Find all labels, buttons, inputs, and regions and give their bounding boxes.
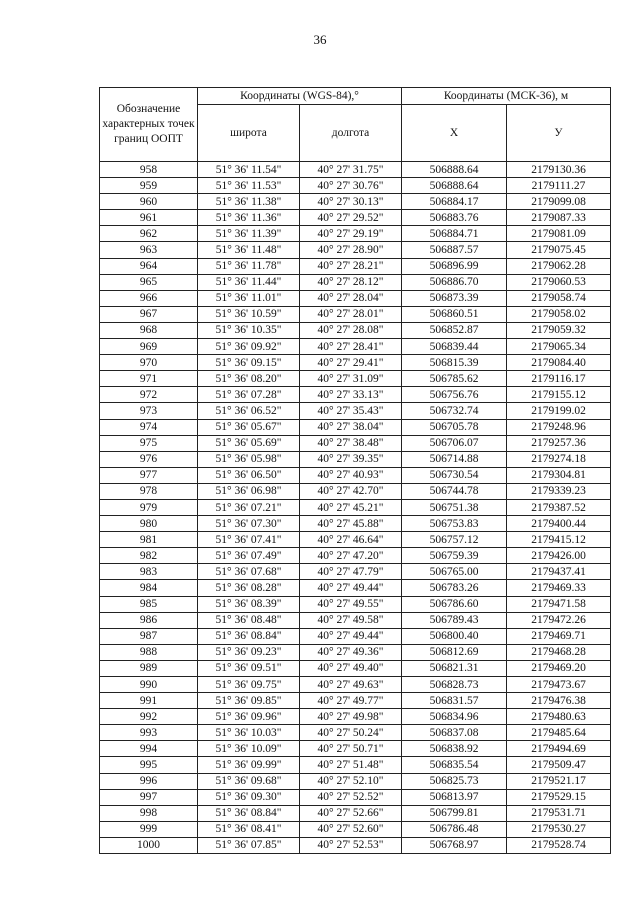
cell-y: 2179494.69	[507, 741, 611, 757]
cell-longitude: 40° 27' 47.20"	[300, 548, 402, 564]
cell-latitude: 51° 36' 11.01"	[198, 290, 300, 306]
cell-x: 506759.39	[402, 548, 507, 564]
cell-y: 2179521.17	[507, 773, 611, 789]
cell-latitude: 51° 36' 11.48"	[198, 242, 300, 258]
cell-latitude: 51° 36' 09.75"	[198, 677, 300, 693]
cell-latitude: 51° 36' 09.96"	[198, 709, 300, 725]
cell-point: 969	[100, 339, 198, 355]
cell-y: 2179509.47	[507, 757, 611, 773]
cell-y: 2179468.28	[507, 644, 611, 660]
cell-longitude: 40° 27' 29.19"	[300, 226, 402, 242]
cell-x: 506732.74	[402, 403, 507, 419]
cell-longitude: 40° 27' 30.76"	[300, 178, 402, 194]
cell-x: 506714.88	[402, 451, 507, 467]
cell-y: 2179116.17	[507, 371, 611, 387]
cell-y: 2179528.74	[507, 837, 611, 853]
cell-x: 506825.73	[402, 773, 507, 789]
cell-longitude: 40° 27' 33.13"	[300, 387, 402, 403]
cell-y: 2179531.71	[507, 805, 611, 821]
cell-x: 506834.96	[402, 709, 507, 725]
table-row	[100, 226, 611, 242]
table-row	[100, 306, 611, 322]
cell-latitude: 51° 36' 09.85"	[198, 693, 300, 709]
cell-point: 958	[100, 162, 198, 178]
cell-x: 506799.81	[402, 805, 507, 821]
cell-y: 2179058.74	[507, 290, 611, 306]
cell-x: 506768.97	[402, 837, 507, 853]
cell-y: 2179437.41	[507, 564, 611, 580]
cell-latitude: 51° 36' 11.54"	[198, 162, 300, 178]
cell-longitude: 40° 27' 35.43"	[300, 403, 402, 419]
cell-x: 506888.64	[402, 162, 507, 178]
cell-longitude: 40° 27' 40.93"	[300, 467, 402, 483]
table-row	[100, 821, 611, 837]
table-row	[100, 162, 611, 178]
cell-latitude: 51° 36' 09.51"	[198, 660, 300, 676]
cell-y: 2179473.67	[507, 677, 611, 693]
cell-longitude: 40° 27' 49.63"	[300, 677, 402, 693]
cell-latitude: 51° 36' 08.39"	[198, 596, 300, 612]
cell-y: 2179075.45	[507, 242, 611, 258]
cell-longitude: 40° 27' 29.52"	[300, 210, 402, 226]
cell-longitude: 40° 27' 28.21"	[300, 258, 402, 274]
cell-longitude: 40° 27' 45.88"	[300, 516, 402, 532]
table-row	[100, 194, 611, 210]
cell-latitude: 51° 36' 11.36"	[198, 210, 300, 226]
cell-point: 996	[100, 773, 198, 789]
cell-point: 961	[100, 210, 198, 226]
cell-latitude: 51° 36' 10.59"	[198, 306, 300, 322]
cell-latitude: 51° 36' 07.28"	[198, 387, 300, 403]
table-row	[100, 435, 611, 451]
table-row	[100, 387, 611, 403]
cell-point: 959	[100, 178, 198, 194]
cell-longitude: 40° 27' 52.60"	[300, 821, 402, 837]
cell-point: 970	[100, 355, 198, 371]
cell-x: 506789.43	[402, 612, 507, 628]
table-row	[100, 419, 611, 435]
cell-latitude: 51° 36' 11.39"	[198, 226, 300, 242]
cell-x: 506883.76	[402, 210, 507, 226]
cell-latitude: 51° 36' 10.03"	[198, 725, 300, 741]
cell-longitude: 40° 27' 50.71"	[300, 741, 402, 757]
cell-latitude: 51° 36' 06.98"	[198, 483, 300, 499]
cell-longitude: 40° 27' 47.79"	[300, 564, 402, 580]
cell-longitude: 40° 27' 49.36"	[300, 644, 402, 660]
cell-y: 2179062.28	[507, 258, 611, 274]
cell-point: 991	[100, 693, 198, 709]
cell-x: 506757.12	[402, 532, 507, 548]
cell-longitude: 40° 27' 31.75"	[300, 162, 402, 178]
header-msk36-group: Координаты (МСК-36), м	[402, 88, 611, 105]
cell-latitude: 51° 36' 08.84"	[198, 805, 300, 821]
cell-y: 2179480.63	[507, 709, 611, 725]
cell-point: 962	[100, 226, 198, 242]
cell-y: 2179530.27	[507, 821, 611, 837]
cell-y: 2179485.64	[507, 725, 611, 741]
cell-latitude: 51° 36' 08.48"	[198, 612, 300, 628]
cell-x: 506744.78	[402, 483, 507, 499]
table-row	[100, 725, 611, 741]
cell-y: 2179469.33	[507, 580, 611, 596]
table-row	[100, 548, 611, 564]
cell-point: 999	[100, 821, 198, 837]
table-row	[100, 580, 611, 596]
cell-point: 971	[100, 371, 198, 387]
cell-latitude: 51° 36' 09.30"	[198, 789, 300, 805]
cell-x: 506884.17	[402, 194, 507, 210]
cell-point: 980	[100, 516, 198, 532]
cell-y: 2179472.26	[507, 612, 611, 628]
cell-latitude: 51° 36' 09.92"	[198, 339, 300, 355]
cell-longitude: 40° 27' 49.58"	[300, 612, 402, 628]
table-row	[100, 709, 611, 725]
table-row	[100, 274, 611, 290]
cell-longitude: 40° 27' 30.13"	[300, 194, 402, 210]
cell-point: 986	[100, 612, 198, 628]
cell-y: 2179060.53	[507, 274, 611, 290]
cell-x: 506888.64	[402, 178, 507, 194]
cell-x: 506835.54	[402, 757, 507, 773]
cell-point: 982	[100, 548, 198, 564]
cell-point: 984	[100, 580, 198, 596]
cell-point: 995	[100, 757, 198, 773]
cell-x: 506852.87	[402, 322, 507, 338]
cell-point: 990	[100, 677, 198, 693]
cell-point: 983	[100, 564, 198, 580]
cell-x: 506837.08	[402, 725, 507, 741]
cell-x: 506800.40	[402, 628, 507, 644]
cell-y: 2179058.02	[507, 306, 611, 322]
cell-x: 506756.76	[402, 387, 507, 403]
cell-latitude: 51° 36' 09.68"	[198, 773, 300, 789]
cell-longitude: 40° 27' 42.70"	[300, 483, 402, 499]
cell-point: 977	[100, 467, 198, 483]
cell-x: 506896.99	[402, 258, 507, 274]
cell-longitude: 40° 27' 52.66"	[300, 805, 402, 821]
cell-x: 506873.39	[402, 290, 507, 306]
cell-point: 965	[100, 274, 198, 290]
table-row	[100, 789, 611, 805]
cell-point: 985	[100, 596, 198, 612]
table-row	[100, 628, 611, 644]
cell-longitude: 40° 27' 46.64"	[300, 532, 402, 548]
cell-y: 2179199.02	[507, 403, 611, 419]
cell-latitude: 51° 36' 11.38"	[198, 194, 300, 210]
table-row	[100, 773, 611, 789]
cell-x: 506813.97	[402, 789, 507, 805]
cell-point: 966	[100, 290, 198, 306]
cell-longitude: 40° 27' 45.21"	[300, 499, 402, 515]
cell-y: 2179087.33	[507, 210, 611, 226]
cell-latitude: 51° 36' 06.52"	[198, 403, 300, 419]
cell-point: 992	[100, 709, 198, 725]
cell-point: 968	[100, 322, 198, 338]
cell-latitude: 51° 36' 05.98"	[198, 451, 300, 467]
table-row	[100, 837, 611, 853]
cell-y: 2179471.58	[507, 596, 611, 612]
table-row	[100, 339, 611, 355]
cell-longitude: 40° 27' 49.55"	[300, 596, 402, 612]
cell-x: 506785.62	[402, 371, 507, 387]
cell-y: 2179400.44	[507, 516, 611, 532]
cell-longitude: 40° 27' 29.41"	[300, 355, 402, 371]
cell-point: 979	[100, 499, 198, 515]
cell-longitude: 40° 27' 52.53"	[300, 837, 402, 853]
cell-point: 972	[100, 387, 198, 403]
cell-longitude: 40° 27' 50.24"	[300, 725, 402, 741]
cell-latitude: 51° 36' 07.30"	[198, 516, 300, 532]
cell-longitude: 40° 27' 52.10"	[300, 773, 402, 789]
cell-x: 506706.07	[402, 435, 507, 451]
table-row	[100, 644, 611, 660]
table-row	[100, 290, 611, 306]
cell-y: 2179339.23	[507, 483, 611, 499]
cell-longitude: 40° 27' 28.12"	[300, 274, 402, 290]
cell-latitude: 51° 36' 08.84"	[198, 628, 300, 644]
cell-latitude: 51° 36' 08.41"	[198, 821, 300, 837]
table-row	[100, 371, 611, 387]
cell-longitude: 40° 27' 38.04"	[300, 419, 402, 435]
table-row	[100, 258, 611, 274]
table-header	[100, 88, 611, 162]
cell-longitude: 40° 27' 49.98"	[300, 709, 402, 725]
cell-longitude: 40° 27' 28.41"	[300, 339, 402, 355]
cell-longitude: 40° 27' 28.01"	[300, 306, 402, 322]
cell-longitude: 40° 27' 28.04"	[300, 290, 402, 306]
cell-latitude: 51° 36' 06.50"	[198, 467, 300, 483]
cell-point: 997	[100, 789, 198, 805]
header-wgs84-group: Координаты (WGS-84),°	[198, 88, 402, 105]
cell-latitude: 51° 36' 11.78"	[198, 258, 300, 274]
table-row	[100, 516, 611, 532]
cell-latitude: 51° 36' 07.68"	[198, 564, 300, 580]
cell-x: 506838.92	[402, 741, 507, 757]
cell-point: 967	[100, 306, 198, 322]
cell-y: 2179248.96	[507, 419, 611, 435]
cell-y: 2179387.52	[507, 499, 611, 515]
table-row	[100, 757, 611, 773]
cell-point: 998	[100, 805, 198, 821]
cell-longitude: 40° 27' 28.08"	[300, 322, 402, 338]
cell-x: 506839.44	[402, 339, 507, 355]
cell-x: 506751.38	[402, 499, 507, 515]
cell-y: 2179274.18	[507, 451, 611, 467]
cell-point: 981	[100, 532, 198, 548]
table-row	[100, 178, 611, 194]
cell-x: 506821.31	[402, 660, 507, 676]
cell-x: 506815.39	[402, 355, 507, 371]
table-row	[100, 612, 611, 628]
cell-y: 2179065.34	[507, 339, 611, 355]
header-y: У	[507, 105, 611, 162]
cell-point: 994	[100, 741, 198, 757]
table-row	[100, 355, 611, 371]
table-row	[100, 499, 611, 515]
cell-latitude: 51° 36' 10.09"	[198, 741, 300, 757]
cell-x: 506831.57	[402, 693, 507, 709]
cell-y: 2179081.09	[507, 226, 611, 242]
cell-point: 988	[100, 644, 198, 660]
cell-y: 2179059.32	[507, 322, 611, 338]
cell-point: 1000	[100, 837, 198, 853]
cell-y: 2179426.00	[507, 548, 611, 564]
cell-point: 993	[100, 725, 198, 741]
cell-x: 506887.57	[402, 242, 507, 258]
cell-point: 987	[100, 628, 198, 644]
table-row	[100, 532, 611, 548]
cell-latitude: 51° 36' 07.41"	[198, 532, 300, 548]
cell-latitude: 51° 36' 08.28"	[198, 580, 300, 596]
cell-y: 2179257.36	[507, 435, 611, 451]
cell-x: 506812.69	[402, 644, 507, 660]
cell-x: 506705.78	[402, 419, 507, 435]
cell-longitude: 40° 27' 49.44"	[300, 580, 402, 596]
cell-y: 2179415.12	[507, 532, 611, 548]
cell-longitude: 40° 27' 49.40"	[300, 660, 402, 676]
cell-x: 506886.70	[402, 274, 507, 290]
cell-longitude: 40° 27' 52.52"	[300, 789, 402, 805]
cell-x: 506828.73	[402, 677, 507, 693]
table-row	[100, 596, 611, 612]
cell-longitude: 40° 27' 49.44"	[300, 628, 402, 644]
cell-longitude: 40° 27' 51.48"	[300, 757, 402, 773]
coordinates-table	[99, 87, 611, 854]
cell-latitude: 51° 36' 09.15"	[198, 355, 300, 371]
header-latitude: широта	[198, 105, 300, 162]
cell-x: 506753.83	[402, 516, 507, 532]
cell-y: 2179099.08	[507, 194, 611, 210]
cell-longitude: 40° 27' 38.48"	[300, 435, 402, 451]
cell-latitude: 51° 36' 07.49"	[198, 548, 300, 564]
cell-point: 976	[100, 451, 198, 467]
table-row	[100, 660, 611, 676]
cell-point: 973	[100, 403, 198, 419]
cell-y: 2179476.38	[507, 693, 611, 709]
cell-longitude: 40° 27' 31.09"	[300, 371, 402, 387]
cell-latitude: 51° 36' 05.69"	[198, 435, 300, 451]
cell-y: 2179529.15	[507, 789, 611, 805]
cell-x: 506730.54	[402, 467, 507, 483]
cell-y: 2179130.36	[507, 162, 611, 178]
table-row	[100, 403, 611, 419]
table-body	[100, 162, 611, 854]
table-row	[100, 741, 611, 757]
header-longitude: долгота	[300, 105, 402, 162]
cell-y: 2179469.71	[507, 628, 611, 644]
cell-latitude: 51° 36' 09.23"	[198, 644, 300, 660]
cell-point: 978	[100, 483, 198, 499]
cell-point: 989	[100, 660, 198, 676]
cell-y: 2179155.12	[507, 387, 611, 403]
cell-latitude: 51° 36' 09.99"	[198, 757, 300, 773]
cell-y: 2179304.81	[507, 467, 611, 483]
cell-point: 974	[100, 419, 198, 435]
table-row	[100, 805, 611, 821]
cell-x: 506783.26	[402, 580, 507, 596]
cell-point: 960	[100, 194, 198, 210]
header-point-designation: Обозначение характерных точек границ ООПТ	[100, 88, 198, 162]
table-row	[100, 483, 611, 499]
table-row	[100, 564, 611, 580]
table-row	[100, 451, 611, 467]
cell-latitude: 51° 36' 10.35"	[198, 322, 300, 338]
cell-latitude: 51° 36' 08.20"	[198, 371, 300, 387]
table-row	[100, 242, 611, 258]
cell-longitude: 40° 27' 28.90"	[300, 242, 402, 258]
cell-y: 2179111.27	[507, 178, 611, 194]
cell-longitude: 40° 27' 39.35"	[300, 451, 402, 467]
cell-point: 964	[100, 258, 198, 274]
cell-x: 506884.71	[402, 226, 507, 242]
page-number: 36	[313, 32, 327, 47]
cell-latitude: 51° 36' 07.85"	[198, 837, 300, 853]
table-row	[100, 210, 611, 226]
cell-latitude: 51° 36' 05.67"	[198, 419, 300, 435]
cell-x: 506860.51	[402, 306, 507, 322]
cell-latitude: 51° 36' 07.21"	[198, 499, 300, 515]
table-row	[100, 677, 611, 693]
table-row	[100, 467, 611, 483]
cell-x: 506786.60	[402, 596, 507, 612]
table-row	[100, 322, 611, 338]
cell-x: 506765.00	[402, 564, 507, 580]
cell-point: 963	[100, 242, 198, 258]
header-x: X	[402, 105, 507, 162]
cell-longitude: 40° 27' 49.77"	[300, 693, 402, 709]
table-row	[100, 693, 611, 709]
cell-latitude: 51° 36' 11.53"	[198, 178, 300, 194]
cell-y: 2179084.40	[507, 355, 611, 371]
cell-latitude: 51° 36' 11.44"	[198, 274, 300, 290]
cell-point: 975	[100, 435, 198, 451]
cell-y: 2179469.20	[507, 660, 611, 676]
cell-x: 506786.48	[402, 821, 507, 837]
